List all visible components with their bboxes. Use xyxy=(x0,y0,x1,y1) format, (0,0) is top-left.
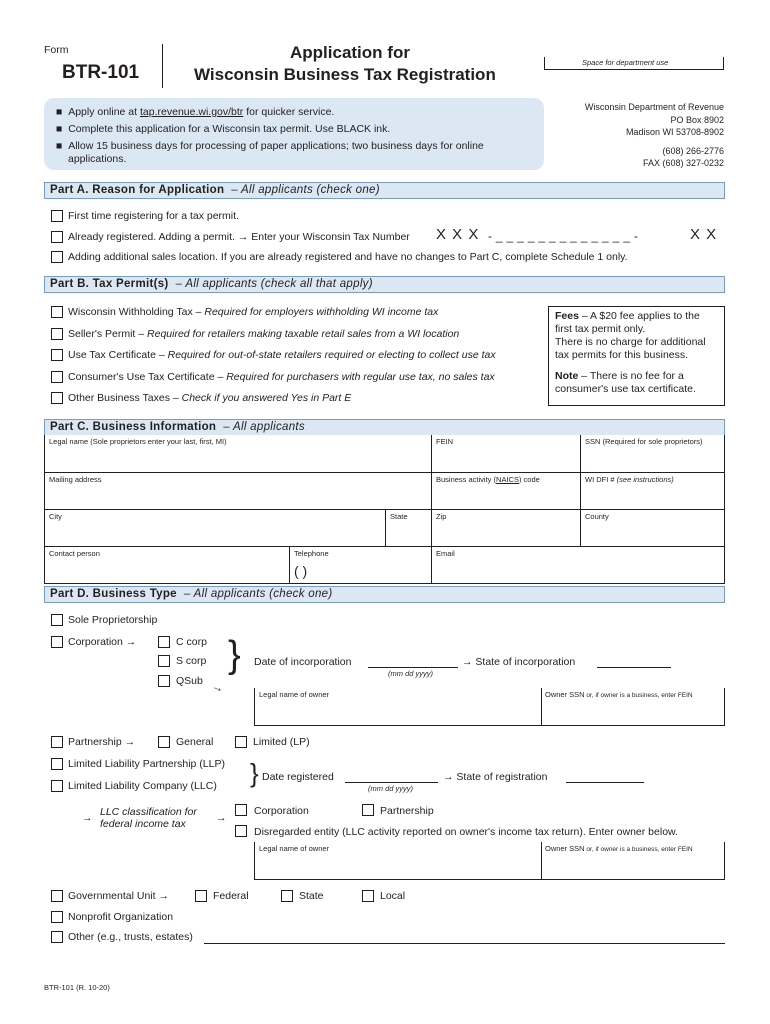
llc-partnership-checkbox[interactable] xyxy=(362,804,374,816)
county-field[interactable]: County xyxy=(580,510,725,547)
llc-owner-legal-name-field[interactable]: Legal name of owner xyxy=(254,842,541,880)
corporation-checkbox[interactable] xyxy=(51,636,63,648)
naics-field[interactable]: Business activity (NAICS) code xyxy=(431,473,580,510)
s-corp-checkbox[interactable] xyxy=(158,655,170,667)
date-registered-label: Date registered xyxy=(262,771,334,783)
withholding-label: Wisconsin Withholding Tax – Required for employers withholding WI income tax xyxy=(68,306,439,318)
date-registered-input[interactable] xyxy=(345,782,438,783)
bullet-2: ■ Complete this application for a Wisconsin tax permit. Use BLACK ink. xyxy=(56,123,391,135)
tax-number-input[interactable]: - _ _ _ _ _ _ _ _ _ _ _ _ _ - xyxy=(488,229,639,243)
other-taxes-checkbox[interactable] xyxy=(51,392,63,404)
part-a-opt1: First time registering for a tax permit. xyxy=(68,210,239,222)
qsub-arrow-icon: → xyxy=(209,678,227,696)
llc-classification-label-2: federal income tax xyxy=(100,818,186,830)
state-gov-checkbox[interactable] xyxy=(281,890,293,902)
llc-label: Limited Liability Company (LLC) xyxy=(68,780,217,792)
wi-dfi-field[interactable]: WI DFI # (see instructions) xyxy=(580,473,725,510)
date-reg-format: (mm dd yyyy) xyxy=(368,784,413,793)
nonprofit-checkbox[interactable] xyxy=(51,911,63,923)
llc-arrow-icon: → xyxy=(82,812,93,824)
sellers-permit-checkbox[interactable] xyxy=(51,328,63,340)
llc-corporation-checkbox[interactable] xyxy=(235,804,247,816)
title-line1: Application for xyxy=(290,43,410,62)
part-a-first-time-checkbox[interactable] xyxy=(51,210,63,222)
date-incorporation-input[interactable] xyxy=(368,667,458,668)
local-checkbox[interactable] xyxy=(362,890,374,902)
partnership-label: Partnership → xyxy=(68,736,136,748)
llc-brace-icon: } xyxy=(250,758,259,788)
llc-checkbox[interactable] xyxy=(51,780,63,792)
header-divider xyxy=(162,44,163,88)
general-partnership-checkbox[interactable] xyxy=(158,736,170,748)
use-tax-label: Use Tax Certificate – Required for out-of-state retailers required or electing to collect use tax xyxy=(68,349,496,361)
federal-label: Federal xyxy=(213,890,249,902)
governmental-unit-checkbox[interactable] xyxy=(51,890,63,902)
use-tax-checkbox[interactable] xyxy=(51,349,63,361)
c-corp-label: C corp xyxy=(176,636,207,648)
part-a-opt3: Adding additional sales location. If you are already registered and have no changes to Part C, complete Schedule 1 only. xyxy=(68,251,628,263)
llc-arrow2-icon: → xyxy=(216,812,227,824)
state-field[interactable]: State xyxy=(385,510,431,547)
tax-number-prefix: X X X xyxy=(436,226,480,243)
part-a-additional-location-checkbox[interactable] xyxy=(51,251,63,263)
partnership-checkbox[interactable] xyxy=(51,736,63,748)
city-field[interactable]: City xyxy=(44,510,385,547)
other-type-label: Other (e.g., trusts, estates) xyxy=(68,931,193,943)
ssn-field[interactable]: SSN (Required for sole proprietors) xyxy=(580,435,725,473)
bullet-3b: applications. xyxy=(68,153,127,165)
s-corp-label: S corp xyxy=(176,655,207,667)
limited-partnership-checkbox[interactable] xyxy=(235,736,247,748)
other-taxes-label: Other Business Taxes – Check if you answered Yes in Part E xyxy=(68,392,352,404)
state-gov-label: State xyxy=(299,890,324,902)
bullet-1: ■ Apply online at tap.revenue.wi.gov/btr for quicker service. xyxy=(56,106,335,118)
contact-person-field[interactable]: Contact person xyxy=(44,547,289,584)
c-corp-checkbox[interactable] xyxy=(158,636,170,648)
corporation-label: Corporation → xyxy=(68,636,137,648)
qsub-label: QSub xyxy=(176,675,203,687)
form-label: Form xyxy=(44,44,69,56)
fein-field[interactable]: FEIN xyxy=(431,435,580,473)
general-label: General xyxy=(176,736,214,748)
local-label: Local xyxy=(380,890,406,902)
mailing-address-field[interactable]: Mailing address xyxy=(44,473,431,510)
sole-prop-checkbox[interactable] xyxy=(51,614,63,626)
part-a-opt2: Already registered. Adding a permit. → Enter your Wisconsin Tax Number xyxy=(68,231,410,243)
federal-checkbox[interactable] xyxy=(195,890,207,902)
date-incorporation-label: Date of incorporation xyxy=(254,656,352,668)
online-link[interactable]: tap.revenue.wi.gov/btr xyxy=(140,106,244,118)
telephone-field[interactable]: Telephone ( ) xyxy=(289,547,431,584)
date-inc-format: (mm dd yyyy) xyxy=(388,669,433,678)
fees-box: Fees – A $20 fee applies to the first tax permit only. There is no charge for additional tax permits for this business. Note – There is no fee for a consumer's use tax certificate. xyxy=(548,306,725,406)
other-type-input[interactable] xyxy=(204,943,725,944)
tax-number-suffix: X X xyxy=(690,226,718,243)
disregarded-entity-checkbox[interactable] xyxy=(235,825,247,837)
consumer-use-tax-label: Consumer's Use Tax Certificate – Required for purchasers with regular use tax, no sales tax xyxy=(68,371,495,383)
dept-address: Wisconsin Department of Revenue PO Box 8902 Madison WI 53708-8902 (608) 266-2776 FAX (608) 327-0232 xyxy=(584,102,724,168)
consumer-use-tax-checkbox[interactable] xyxy=(51,371,63,383)
dept-use-label: Space for department use xyxy=(582,58,669,67)
part-a-header: Part A. Reason for Application – All applicants (check one) xyxy=(44,182,725,199)
legal-name-field[interactable]: Legal name (Sole proprietors enter your last, first, MI) xyxy=(44,435,431,473)
part-d-header: Part D. Business Type – All applicants (check one) xyxy=(44,586,725,603)
form-number: BTR-101 xyxy=(62,62,140,83)
disregarded-entity-label: Disregarded entity (LLC activity reported on owner's income tax return). Enter owner below. xyxy=(254,826,678,838)
llp-checkbox[interactable] xyxy=(51,758,63,770)
llc-partnership-label: Partnership xyxy=(380,805,434,817)
owner-ssn-field[interactable]: Owner SSN or, if owner is a business, enter FEIN xyxy=(541,688,725,726)
nonprofit-label: Nonprofit Organization xyxy=(68,911,174,923)
llc-owner-ssn-field[interactable]: Owner SSN or, if owner is a business, enter FEIN xyxy=(541,842,725,880)
llc-corporation-label: Corporation xyxy=(254,805,309,817)
sole-prop-label: Sole Proprietorship xyxy=(68,614,158,626)
zip-field[interactable]: Zip xyxy=(431,510,580,547)
state-incorporation-label: → State of incorporation xyxy=(462,656,576,668)
email-field[interactable]: Email xyxy=(431,547,725,584)
qsub-checkbox[interactable] xyxy=(158,675,170,687)
corp-brace-icon: } xyxy=(228,634,241,676)
llc-classification-label-1: LLC classification for xyxy=(100,806,197,818)
llp-label: Limited Liability Partnership (LLP) xyxy=(68,758,225,770)
form-revision: BTR-101 (R. 10-20) xyxy=(44,983,110,992)
withholding-checkbox[interactable] xyxy=(51,306,63,318)
limited-label: Limited (LP) xyxy=(253,736,310,748)
sellers-permit-label: Seller's Permit – Required for retailers making taxable retail sales from a WI location xyxy=(68,328,460,340)
owner-legal-name-field[interactable]: Legal name of owner xyxy=(254,688,541,726)
bullet-3: ■ Allow 15 business days for processing of paper applications; two business days for online xyxy=(56,140,484,152)
state-registration-label: → State of registration xyxy=(443,771,548,783)
other-type-checkbox[interactable] xyxy=(51,931,63,943)
state-registration-input[interactable] xyxy=(566,782,644,783)
title-line2: Wisconsin Business Tax Registration xyxy=(194,65,496,84)
part-c-header: Part C. Business Information – All applicants xyxy=(44,419,725,436)
state-incorporation-input[interactable] xyxy=(597,667,671,668)
part-b-header: Part B. Tax Permit(s) – All applicants (check all that apply) xyxy=(44,276,725,293)
governmental-unit-label: Governmental Unit → xyxy=(68,890,169,902)
part-a-already-registered-checkbox[interactable] xyxy=(51,231,63,243)
